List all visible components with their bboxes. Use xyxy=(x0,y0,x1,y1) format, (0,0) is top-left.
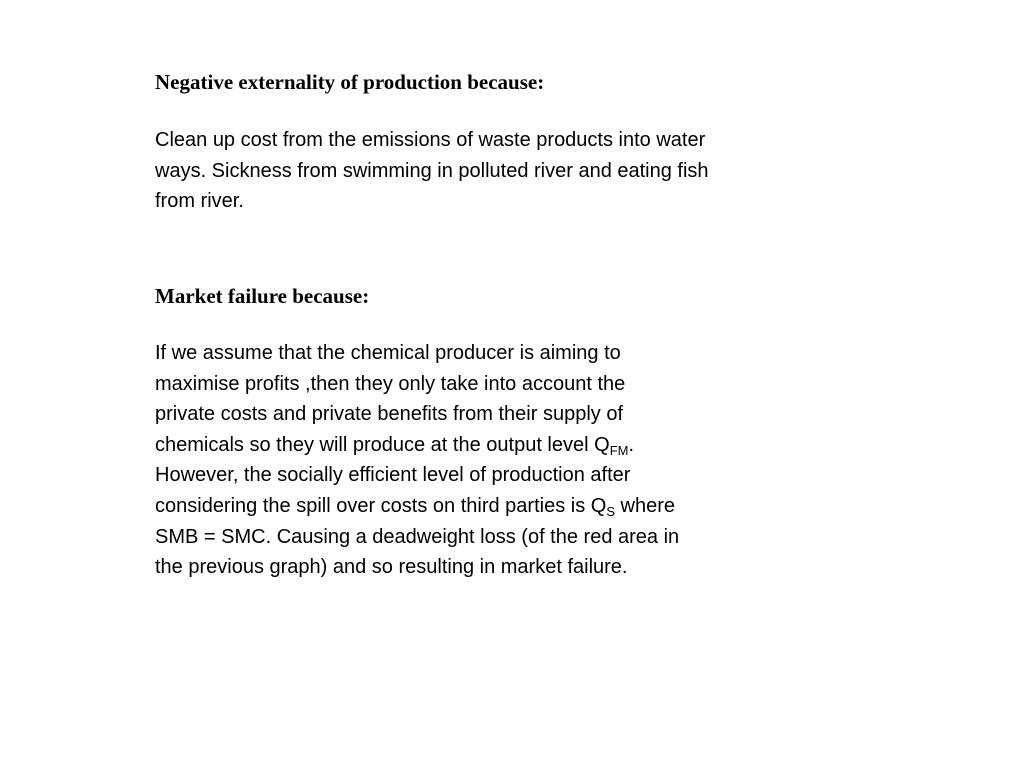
externality-heading: Negative externality of production because: xyxy=(155,70,545,94)
subscript-s: S xyxy=(606,503,615,519)
paragraph-line: from river. xyxy=(155,190,244,213)
paragraph-line: maximise profits ,then they only take into account the xyxy=(155,372,626,395)
paragraph-line: the previous graph) and so resulting in market failure. xyxy=(155,556,628,579)
externality-paragraph xyxy=(155,125,709,217)
paragraph-line: ways. Sickness from swimming in polluted river and eating fish xyxy=(155,159,709,182)
paragraph-line-qs xyxy=(155,491,679,522)
line-text: chemicals so they will produce at the output level Q xyxy=(155,433,610,456)
line-text: where xyxy=(615,494,676,517)
line-text: considering the spill over costs on third parties is Q xyxy=(155,494,607,517)
line-text: . xyxy=(628,433,635,456)
paragraph-line: private costs and private benefits from their supply of xyxy=(155,403,624,426)
paragraph-line: However, the socially efficient level of production after xyxy=(155,464,631,487)
market-failure-heading: Market failure because: xyxy=(155,284,370,308)
paragraph-line: SMB = SMC. Causing a deadweight loss (of the red area in xyxy=(155,525,680,548)
paragraph-line: If we assume that the chemical producer is aiming to xyxy=(155,342,621,364)
paragraph-line: Clean up cost from the emissions of waste products into water xyxy=(155,129,706,151)
paragraph-line-qfm xyxy=(155,430,679,461)
subscript-fm: FM xyxy=(609,442,629,458)
market-failure-paragraph xyxy=(155,338,679,583)
